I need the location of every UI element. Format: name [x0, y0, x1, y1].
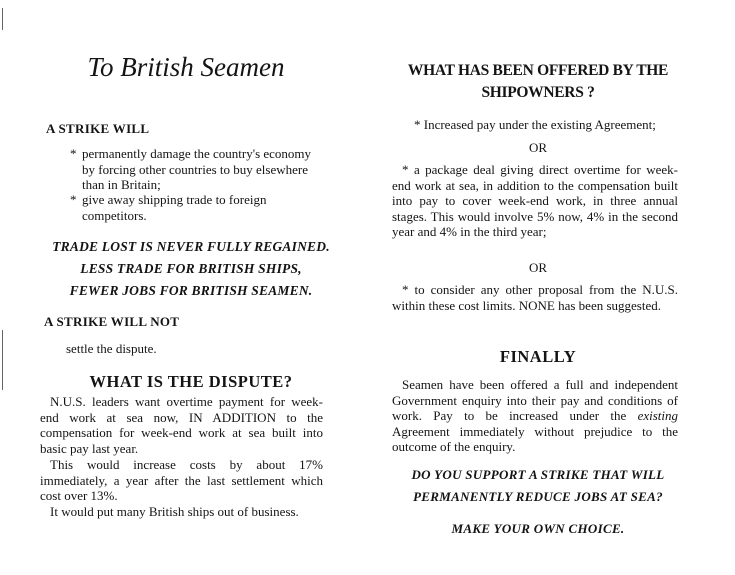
- offer-item: * to consider any other proposal from the N.U.S. within these cost limits. NONE has been suggested.: [392, 282, 679, 313]
- page-title: To British Seamen: [87, 52, 285, 82]
- strike-will-item: * permanently damage the country's economy by forcing other countries to buy elsewhere than in Britain;: [70, 146, 312, 192]
- dispute-heading: WHAT IS THE DISPUTE?: [89, 372, 293, 391]
- dispute-paragraph: This would increase costs by about 17% immediately, a year after the last settlement which cost over 13%.: [40, 457, 323, 503]
- offer-heading-line: WHAT HAS BEEN OFFERED BY THE: [407, 62, 669, 79]
- offer-item: * a package deal giving direct overtime for week-end work at sea, in addition to the compensation built into pay to cover week-end work, in three annual stages. This would involve 5% now, 4% in the second year and 4% in the third year;: [392, 162, 678, 239]
- finally-heading: FINALLY: [499, 347, 577, 366]
- emphasis-line: TRADE LOST IS NEVER FULLY REGAINED.: [52, 239, 330, 254]
- asterisk: *: [414, 117, 424, 132]
- question-line: PERMANENTLY REDUCE JOBS AT SEA?: [413, 489, 663, 504]
- margin-mark: [2, 330, 3, 390]
- or-separator: OR: [528, 260, 548, 275]
- question-line: DO YOU SUPPORT A STRIKE THAT WILL: [411, 467, 665, 482]
- finally-paragraph: Seamen have been offered a full and independent Government enquiry into their pay and conditions of work. Pay to be increased under the existing Agreement immediately without prejudice to the outcome of the enquiry.: [392, 377, 678, 454]
- offer-heading-line: SHIPOWNERS ?: [481, 84, 595, 101]
- strike-will-heading: A STRIKE WILL: [46, 121, 150, 136]
- dispute-paragraph: N.U.S. leaders want overtime payment for week-end work at sea now, IN ADDITION to the compensation for week-end work at sea built into basic pay last year.: [40, 394, 323, 456]
- closing-line: MAKE YOUR OWN CHOICE.: [451, 521, 625, 536]
- emphasis-line: FEWER JOBS FOR BRITISH SEAMEN.: [69, 283, 313, 298]
- dispute-paragraph: It would put many British ships out of business.: [50, 504, 299, 519]
- asterisk: *: [70, 146, 77, 161]
- asterisk: *: [70, 192, 77, 207]
- or-separator: OR: [528, 140, 548, 155]
- emphasis-line: LESS TRADE FOR BRITISH SHIPS,: [80, 261, 302, 276]
- strike-will-not-heading: A STRIKE WILL NOT: [44, 314, 180, 329]
- asterisk: *: [402, 282, 415, 297]
- margin-mark: [2, 8, 3, 30]
- strike-will-not-text: settle the dispute.: [66, 341, 157, 356]
- strike-will-item: * give away shipping trade to foreign competitors.: [70, 192, 267, 223]
- asterisk: *: [402, 162, 414, 177]
- offer-heading: [392, 60, 684, 104]
- offer-item: * Increased pay under the existing Agreement;: [414, 117, 656, 132]
